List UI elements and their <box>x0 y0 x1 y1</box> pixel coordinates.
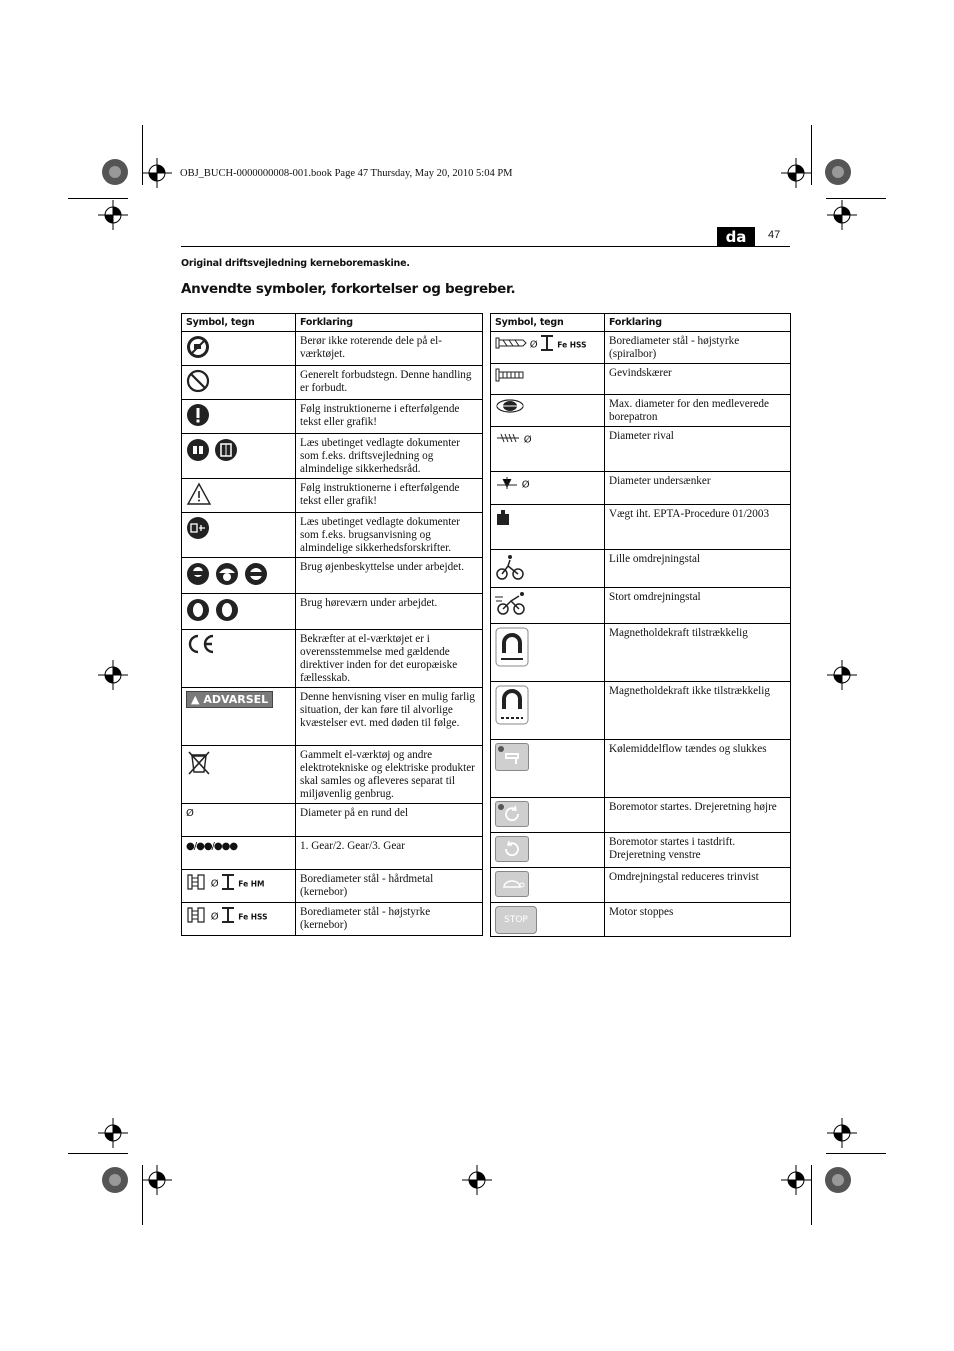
symbols-table-right <box>490 313 791 937</box>
explanation-cell: Borediameter stål - højstyrke (spiralbor) <box>605 332 791 364</box>
registration-mark-bottom-left <box>100 1165 130 1199</box>
symbol-cell <box>491 682 605 740</box>
explanation-cell: Kølemiddelflow tændes og slukkes <box>605 740 791 798</box>
crop-line <box>826 1153 886 1154</box>
symbol-cell <box>182 746 296 804</box>
document-subtitle: Original driftsvejledning kerneboremaskine. <box>181 258 410 269</box>
crosshair-bottom-right-b <box>827 1118 857 1152</box>
symbol-cell <box>491 798 605 833</box>
countersink-icon <box>495 475 519 495</box>
disconnect-plug-icon <box>186 516 210 544</box>
diameter-symbol: Ø <box>523 434 532 446</box>
table-row <box>182 630 483 688</box>
table-row <box>491 395 791 427</box>
table-row <box>182 804 483 837</box>
table-row <box>491 798 791 833</box>
symbol-cell <box>491 740 605 798</box>
symbol-cell <box>491 903 605 937</box>
registration-mark-top-left <box>100 157 130 191</box>
explanation-cell: Følg instruktionerne i efterfølgende tekst eller grafik! <box>296 400 483 434</box>
symbol-cell <box>182 804 296 837</box>
crosshair-top-left-a <box>142 158 172 192</box>
crosshair-middle-left <box>98 660 128 694</box>
header-rule <box>181 246 790 247</box>
table-row <box>491 505 791 550</box>
drill-chuck-icon <box>495 398 525 418</box>
core-bit-hss-icon <box>186 906 208 928</box>
advarsel-label <box>186 691 273 708</box>
explanation-cell: Følg instruktionerne i efterfølgende tekst eller grafik! <box>296 479 483 513</box>
steel-beam-icon <box>221 907 235 927</box>
table-header-row <box>182 314 483 332</box>
fe-label: Fe HSS <box>238 912 268 922</box>
symbol-cell <box>182 332 296 366</box>
header-explanation: Forklaring <box>296 314 483 332</box>
symbol-cell <box>491 868 605 903</box>
explanation-cell: Brug høreværn under arbejdet. <box>296 594 483 630</box>
crosshair-bottom-left-b <box>98 1118 128 1152</box>
symbol-cell <box>182 903 296 936</box>
explanation-cell: Stort omdrejningstal <box>605 588 791 624</box>
explanation-cell: Diameter rival <box>605 427 791 472</box>
high-speed-bicycle-icon <box>495 591 529 621</box>
explanation-cell: Borediameter stål - højstyrke (kernebor) <box>296 903 483 936</box>
symbol-cell <box>491 550 605 588</box>
table-row <box>182 903 483 936</box>
table-row <box>491 833 791 868</box>
explanation-cell: Generelt forbudstegn. Denne handling er forbudt. <box>296 366 483 400</box>
table-row <box>182 434 483 479</box>
symbol-cell <box>182 870 296 903</box>
header-explanation: Forklaring <box>605 314 791 332</box>
table-row <box>491 550 791 588</box>
diameter-symbol: Ø <box>210 878 219 890</box>
header-symbol: Symbol, tegn <box>491 314 605 332</box>
explanation-cell: Læs ubetinget vedlagte dokumenter som f.eks. brugsanvisning og almindelige sikkerhedsforskrifter. <box>296 513 483 558</box>
diameter-symbol: Ø <box>210 911 219 923</box>
symbol-cell <box>182 400 296 434</box>
explanation-cell: Magnetholdekraft tilstrækkelig <box>605 624 791 682</box>
crosshair-top-right-b <box>827 200 857 234</box>
table-row <box>182 746 483 804</box>
table-header-row <box>491 314 791 332</box>
book-info: OBJ_BUCH-0000000008-001.book Page 47 Thursday, May 20, 2010 5:04 PM <box>180 168 513 179</box>
symbol-cell <box>182 366 296 400</box>
page-number: 47 <box>768 229 781 241</box>
magnet-sufficient-icon <box>495 627 529 671</box>
explanation-cell: Motor stoppes <box>605 903 791 937</box>
explanation-cell: Berør ikke roterende dele på el-værktøjet. <box>296 332 483 366</box>
table-row <box>491 624 791 682</box>
crop-line <box>826 198 886 199</box>
registration-mark-top-right <box>823 157 853 191</box>
table-row <box>182 332 483 366</box>
table-row <box>182 513 483 558</box>
crosshair-bottom-center <box>462 1165 492 1199</box>
table-row <box>182 558 483 594</box>
table-row <box>491 588 791 624</box>
read-manual-icon <box>186 437 240 467</box>
symbol-cell <box>491 833 605 868</box>
symbol-cell <box>182 630 296 688</box>
steel-beam-icon <box>540 335 554 355</box>
header-symbol: Symbol, tegn <box>182 314 296 332</box>
magnet-insufficient-icon <box>495 685 529 729</box>
crop-line <box>68 198 128 199</box>
turtle-button-icon <box>495 871 529 897</box>
warning-triangle-icon <box>186 482 212 510</box>
table-row <box>182 870 483 903</box>
core-bit-hm-icon <box>186 873 208 895</box>
explanation-cell: Gevindskærer <box>605 364 791 395</box>
mandatory-exclamation-icon <box>186 403 210 431</box>
crosshair-middle-right <box>827 660 857 694</box>
gear-dots-symbol: ●/●●/●●● <box>186 841 238 852</box>
ear-protection-icon <box>186 597 242 627</box>
do-not-touch-rotating-icon <box>186 335 210 363</box>
crop-line <box>142 1165 143 1225</box>
crosshair-bottom-left-a <box>142 1165 172 1199</box>
explanation-cell: Gammelt el-værktøj og andre elektrotekniske og elektriske produkter skal samles og afleveres separat til miljøvenlig genbrug. <box>296 746 483 804</box>
explanation-cell: Boremotor startes i tastdrift. Drejeretning venstre <box>605 833 791 868</box>
crop-line <box>811 1165 812 1225</box>
table-row <box>491 472 791 505</box>
advarsel-text: ADVARSEL <box>203 693 269 706</box>
table-row <box>182 400 483 434</box>
symbol-cell <box>491 624 605 682</box>
table-row <box>182 688 483 746</box>
table-row <box>491 740 791 798</box>
motor-cw-button-icon <box>495 801 529 827</box>
crosshair-top-right-a <box>781 158 811 192</box>
explanation-cell: Diameter på en rund del <box>296 804 483 837</box>
symbol-cell <box>491 588 605 624</box>
table-row <box>182 479 483 513</box>
explanation-cell: Lille omdrejningstal <box>605 550 791 588</box>
table-row <box>491 903 791 937</box>
tap-icon <box>495 367 527 387</box>
symbol-cell <box>182 837 296 870</box>
symbol-cell <box>182 434 296 479</box>
fe-label: Fe HM <box>238 879 265 889</box>
symbol-cell <box>491 505 605 550</box>
prohibition-icon <box>186 369 210 397</box>
explanation-cell: Brug øjenbeskyttelse under arbejdet. <box>296 558 483 594</box>
explanation-cell: Diameter undersænker <box>605 472 791 505</box>
symbols-table-left <box>181 313 483 936</box>
explanation-cell: Omdrejningstal reduceres trinvist <box>605 868 791 903</box>
crosshair-bottom-right-a <box>781 1165 811 1199</box>
ce-mark-icon <box>186 633 216 659</box>
symbol-cell <box>491 427 605 472</box>
weee-bin-icon <box>186 749 212 781</box>
explanation-cell: Max. diameter for den medleverede borepatron <box>605 395 791 427</box>
stop-button-icon: STOP <box>495 906 537 934</box>
motor-ccw-button-icon <box>495 836 529 862</box>
diameter-symbol: Ø <box>521 479 530 491</box>
symbol-cell <box>182 558 296 594</box>
coolant-button-icon <box>495 743 529 771</box>
reamer-icon <box>495 430 521 450</box>
crop-line <box>142 125 143 185</box>
symbol-cell <box>491 332 605 364</box>
explanation-cell: Borediameter stål - hårdmetal (kernebor) <box>296 870 483 903</box>
explanation-cell: Læs ubetinget vedlagte dokumenter som f.eks. driftsvejledning og almindelige sikkerhedsråd. <box>296 434 483 479</box>
crosshair-top-left-b <box>98 200 128 234</box>
table-row <box>491 332 791 364</box>
twist-drill-hss-icon <box>495 336 527 354</box>
table-row <box>182 366 483 400</box>
symbol-cell <box>182 594 296 630</box>
registration-mark-bottom-right <box>823 1165 853 1199</box>
warning-triangle-icon: ▲ <box>191 693 200 706</box>
diameter-symbol: Ø <box>186 808 194 819</box>
table-row <box>491 868 791 903</box>
symbol-cell <box>182 688 296 746</box>
symbol-cell <box>491 395 605 427</box>
section-title: Anvendte symboler, forkortelser og begreber. <box>181 281 516 297</box>
fe-label: Fe HSS <box>557 340 587 350</box>
eye-protection-icon <box>186 561 270 591</box>
table-row <box>491 364 791 395</box>
steel-beam-icon <box>221 874 235 894</box>
explanation-cell: Denne henvisning viser en mulig farlig situation, der kan føre til alvorlige kvæstelser evt. med døden til følge. <box>296 688 483 746</box>
explanation-cell: Boremotor startes. Drejeretning højre <box>605 798 791 833</box>
explanation-cell: 1. Gear/2. Gear/3. Gear <box>296 837 483 870</box>
crop-line <box>811 125 812 185</box>
weight-icon <box>495 508 511 530</box>
symbol-cell <box>182 513 296 558</box>
diameter-symbol: Ø <box>529 339 538 351</box>
explanation-cell: Bekræfter at el-værktøjet er i overensstemmelse med gældende direktiver inden for det europæiske fællesskab. <box>296 630 483 688</box>
explanation-cell: Magnetholdekraft ikke tilstrækkelig <box>605 682 791 740</box>
language-badge: da <box>717 227 755 247</box>
symbol-cell <box>491 364 605 395</box>
low-speed-bicycle-icon <box>495 553 525 585</box>
symbol-cell <box>491 472 605 505</box>
table-row <box>491 682 791 740</box>
crop-line <box>68 1153 128 1154</box>
table-row <box>182 837 483 870</box>
table-row <box>491 427 791 472</box>
explanation-cell: Vægt iht. EPTA-Procedure 01/2003 <box>605 505 791 550</box>
table-row <box>182 594 483 630</box>
symbol-cell <box>182 479 296 513</box>
